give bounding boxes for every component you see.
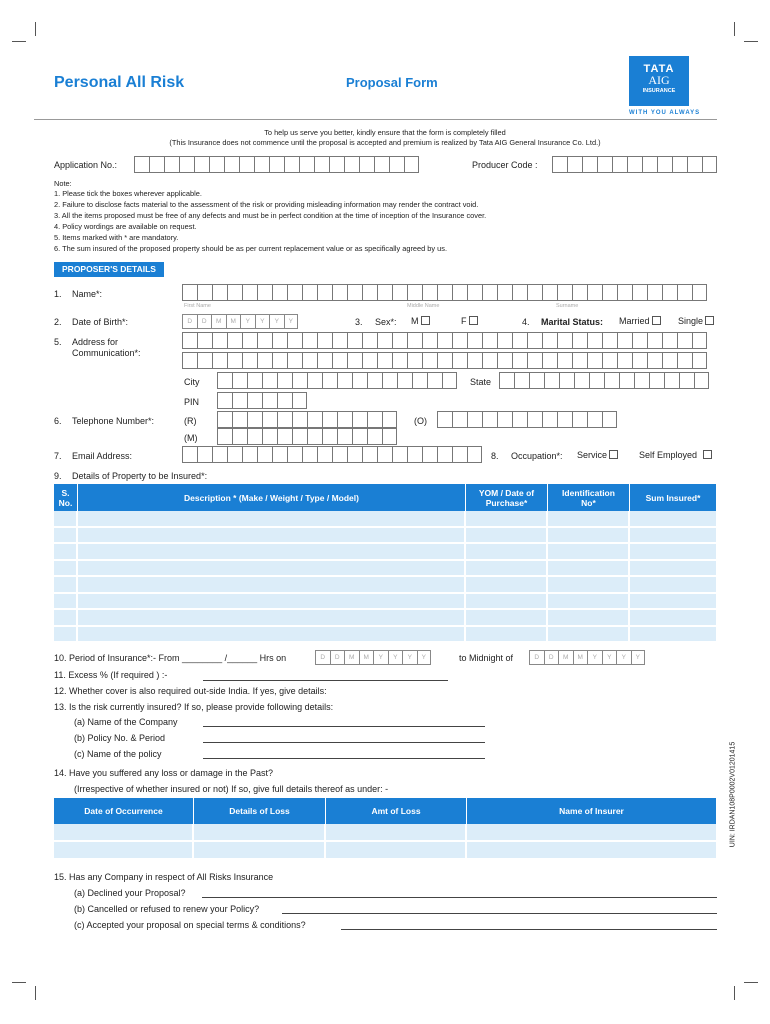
property-table-cell[interactable] xyxy=(78,561,466,578)
crop-mark xyxy=(35,986,36,1000)
property-table-cell[interactable] xyxy=(78,544,466,561)
property-table-cell[interactable] xyxy=(54,610,78,627)
city-label: City xyxy=(184,377,200,387)
name-field[interactable] xyxy=(182,284,707,301)
declined-input-line[interactable] xyxy=(202,897,717,898)
property-table-cell[interactable] xyxy=(630,610,716,627)
phone-m-label: (M) xyxy=(184,433,198,443)
crop-mark xyxy=(35,22,36,36)
q6-number: 6. xyxy=(54,416,62,426)
property-table-cell[interactable] xyxy=(54,561,78,578)
uin-code: UIN: IRDAN108P0002V01201415 xyxy=(729,741,737,848)
property-table-cell[interactable] xyxy=(54,577,78,594)
q15a-label: (a) Declined your Proposal? xyxy=(74,888,186,898)
property-table-cell[interactable] xyxy=(466,610,548,627)
form-title: Personal All Risk xyxy=(54,74,185,91)
q2-number: 2. xyxy=(54,317,62,327)
tagline: WITH YOU ALWAYS xyxy=(629,110,701,116)
note-item: 3. All the items proposed must be free of any defects and must be in perfect condition at the time of inception of the Insurance cover. xyxy=(54,211,487,220)
property-table-cell[interactable] xyxy=(630,544,716,561)
header-divider xyxy=(34,119,717,120)
surname-hint: Surname xyxy=(556,303,579,309)
q15b-label: (b) Cancelled or refused to renew your Policy? xyxy=(74,904,260,914)
state-label: State xyxy=(470,377,492,387)
crop-mark xyxy=(734,986,735,1000)
q2-label: Date of Birth*: xyxy=(72,317,129,327)
occupation-service-option[interactable] xyxy=(577,450,618,460)
first-name-hint: First Name xyxy=(184,303,211,309)
company-name-input-line[interactable] xyxy=(203,726,485,727)
q15c-label: (c) Accepted your proposal on special terms & conditions? xyxy=(74,920,306,930)
phone-mobile-field[interactable] xyxy=(217,428,397,445)
property-table-cell[interactable] xyxy=(54,528,78,545)
loss-table-cell[interactable] xyxy=(194,824,326,842)
property-table-cell[interactable] xyxy=(548,528,630,545)
q9-label: Details of Property to be Insured*: xyxy=(72,471,208,481)
service-label: Service xyxy=(577,450,608,460)
q14-loss-sublabel: (Irrespective of whether insured or not) If so, give full details thereof as under: - xyxy=(74,784,389,794)
property-table-cell[interactable] xyxy=(78,528,466,545)
note-item: 4. Policy wordings are available on request. xyxy=(54,222,197,231)
logo-tata: TATA xyxy=(643,63,675,75)
single-label: Single xyxy=(678,316,704,326)
q6-label: Telephone Number*: xyxy=(72,416,155,426)
property-table-cell[interactable] xyxy=(54,627,78,644)
tata-aig-logo xyxy=(629,56,689,106)
q1-number: 1. xyxy=(54,289,62,299)
loss-table-cell[interactable] xyxy=(54,824,194,842)
self-employed-checkbox[interactable] xyxy=(703,450,712,459)
intro-line-1: To help us serve you better, kindly ensure that the form is completely filled xyxy=(264,128,506,137)
email-field[interactable] xyxy=(182,446,482,463)
address-line-1-field[interactable] xyxy=(182,332,707,349)
property-table-cell[interactable] xyxy=(548,511,630,528)
excess-input-line[interactable] xyxy=(203,680,448,681)
q10-period-label: 10. Period of Insurance*:- From ________ /______ Hrs on xyxy=(54,653,287,663)
q5-label-line2: Communication*: xyxy=(72,348,141,358)
property-table-cell[interactable] xyxy=(630,511,716,528)
phone-residence-field[interactable] xyxy=(217,411,397,428)
phone-o-label: (O) xyxy=(414,416,427,426)
q11-excess-label: 11. Excess % (If required ) :- xyxy=(54,670,168,680)
marital-married-option[interactable] xyxy=(619,316,661,326)
property-table-cell[interactable] xyxy=(630,594,716,611)
q5-label-line1: Address for xyxy=(72,337,119,347)
policy-no-input-line[interactable] xyxy=(203,742,485,743)
application-no-field[interactable] xyxy=(134,156,419,173)
note-item: 5. Items marked with * are mandatory. xyxy=(54,233,179,242)
property-col-identification: Identification No* xyxy=(548,484,630,511)
property-table-cell[interactable] xyxy=(548,544,630,561)
q7-label: Email Address: xyxy=(72,451,133,461)
sex-male-option[interactable] xyxy=(411,316,430,326)
sex-male-checkbox[interactable] xyxy=(421,316,430,325)
section-heading-proposer: PROPOSER'S DETAILS xyxy=(54,262,164,277)
sex-female-option[interactable] xyxy=(461,316,478,326)
property-table-cell[interactable] xyxy=(466,511,548,528)
q5-number: 5. xyxy=(54,337,62,347)
intro-line-2: (This Insurance does not commence until the proposal is accepted and premium is realized by Tata AIG General Insurance Co. Ltd.) xyxy=(169,138,601,147)
q12-outside-india-label: 12. Whether cover is also required out-side India. If yes, give details: xyxy=(54,686,327,696)
q15-label: 15. Has any Company in respect of All Risks Insurance xyxy=(54,872,274,882)
q13c-label: (c) Name of the policy xyxy=(74,749,162,759)
property-table-cell[interactable] xyxy=(466,528,548,545)
loss-col-details: Details of Loss xyxy=(194,798,326,824)
property-table-cell[interactable] xyxy=(78,610,466,627)
property-table-cell[interactable] xyxy=(78,511,466,528)
property-table-cell[interactable] xyxy=(466,544,548,561)
loss-table-cell[interactable] xyxy=(54,842,194,860)
q3-label: Sex*: xyxy=(375,317,397,327)
q4-label: Marital Status: xyxy=(541,317,604,327)
property-table-cell[interactable] xyxy=(630,561,716,578)
property-table-cell[interactable] xyxy=(630,577,716,594)
q14-loss-label: 14. Have you suffered any loss or damage in the Past? xyxy=(54,768,273,778)
special-terms-input-line[interactable] xyxy=(341,929,717,930)
pin-label: PIN xyxy=(184,397,200,407)
single-checkbox[interactable] xyxy=(705,316,714,325)
q9-number: 9. xyxy=(54,471,62,481)
property-col-sno: S. No. xyxy=(54,484,78,511)
note-item: 6. The sum insured of the proposed property should be as per current replacement value or as specifically agreed by us. xyxy=(54,244,448,253)
address-line-2-field[interactable] xyxy=(182,352,707,369)
loss-col-insurer: Name of Insurer xyxy=(467,798,716,824)
phone-r-label: (R) xyxy=(184,416,197,426)
from-date-field[interactable]: D D M M Y Y Y Y xyxy=(315,650,431,665)
loss-table-cell[interactable] xyxy=(194,842,326,860)
crop-mark xyxy=(744,982,758,983)
crop-mark xyxy=(744,41,758,42)
dob-field[interactable]: D D M M Y Y Y Y xyxy=(182,314,298,329)
policy-name-input-line[interactable] xyxy=(203,758,485,759)
property-table-cell[interactable] xyxy=(466,561,548,578)
producer-code-field[interactable] xyxy=(552,156,717,173)
property-table-cell[interactable] xyxy=(466,594,548,611)
loss-table-cell[interactable] xyxy=(326,824,467,842)
q8-number: 8. xyxy=(491,451,499,461)
property-table-cell[interactable] xyxy=(78,577,466,594)
property-table-cell[interactable] xyxy=(54,544,78,561)
state-field[interactable] xyxy=(499,372,709,389)
to-midnight-label: to Midnight of xyxy=(459,653,514,663)
sex-female-checkbox[interactable] xyxy=(469,316,478,325)
cancelled-input-line[interactable] xyxy=(282,913,717,914)
q4-number: 4. xyxy=(522,317,530,327)
property-table-cell[interactable] xyxy=(466,627,548,644)
loss-table-cell[interactable] xyxy=(467,824,716,842)
property-table-cell[interactable] xyxy=(630,528,716,545)
property-col-yom: YOM / Date of Purchase* xyxy=(466,484,548,511)
logo-aig: AIG xyxy=(648,73,670,87)
notes-heading: Note: xyxy=(54,179,72,188)
property-table-cell[interactable] xyxy=(78,627,466,644)
property-table-cell[interactable] xyxy=(548,610,630,627)
property-table-cell[interactable] xyxy=(548,594,630,611)
q7-number: 7. xyxy=(54,451,62,461)
q1-label: Name*: xyxy=(72,289,103,299)
middle-name-hint: Middle Name xyxy=(407,303,440,309)
self-employed-label: Self Employed xyxy=(639,450,698,460)
city-field[interactable] xyxy=(217,372,457,389)
property-col-description: Description * (Make / Weight / Type / Model) xyxy=(78,484,466,511)
loss-col-date: Date of Occurrence xyxy=(54,798,194,824)
loss-table-cell[interactable] xyxy=(467,842,716,860)
occupation-self-option[interactable] xyxy=(639,450,712,460)
logo-insurance: INSURANCE xyxy=(642,88,676,94)
q8-label: Occupation*: xyxy=(511,451,563,461)
form-subtitle: Proposal Form xyxy=(346,75,438,90)
note-item: 1. Please tick the boxes wherever applicable. xyxy=(54,189,202,198)
property-table-cell[interactable] xyxy=(630,627,716,644)
married-label: Married xyxy=(619,316,650,326)
property-col-sum-insured: Sum Insured* xyxy=(630,484,716,511)
property-table-cell[interactable] xyxy=(54,594,78,611)
q13a-label: (a) Name of the Company xyxy=(74,717,178,727)
q13-currently-insured-label: 13. Is the risk currently insured? If so, please provide following details: xyxy=(54,702,334,712)
property-table-cell[interactable] xyxy=(548,577,630,594)
marital-single-option[interactable] xyxy=(678,316,714,326)
phone-office-field[interactable] xyxy=(437,411,617,428)
sex-male-label: M xyxy=(411,316,419,326)
to-date-field[interactable]: D D M M Y Y Y Y xyxy=(529,650,645,665)
property-table-cell[interactable] xyxy=(466,577,548,594)
property-table-cell[interactable] xyxy=(78,594,466,611)
loss-col-amount: Amt of Loss xyxy=(326,798,467,824)
married-checkbox[interactable] xyxy=(652,316,661,325)
q3-number: 3. xyxy=(355,317,363,327)
service-checkbox[interactable] xyxy=(609,450,618,459)
crop-mark xyxy=(12,982,26,983)
property-table-cell[interactable] xyxy=(548,627,630,644)
sex-female-label: F xyxy=(461,316,467,326)
property-table-cell[interactable] xyxy=(54,511,78,528)
application-no-label: Application No.: xyxy=(54,160,118,170)
property-table-cell[interactable] xyxy=(548,561,630,578)
loss-table-cell[interactable] xyxy=(326,842,467,860)
note-item: 2. Failure to disclose facts material to the assessment of the risk or providing misleading information may render the contract void. xyxy=(54,200,479,209)
crop-mark xyxy=(12,41,26,42)
crop-mark xyxy=(734,22,735,36)
q13b-label: (b) Policy No. & Period xyxy=(74,733,166,743)
pin-field[interactable] xyxy=(217,392,307,409)
producer-code-label: Producer Code : xyxy=(472,160,538,170)
